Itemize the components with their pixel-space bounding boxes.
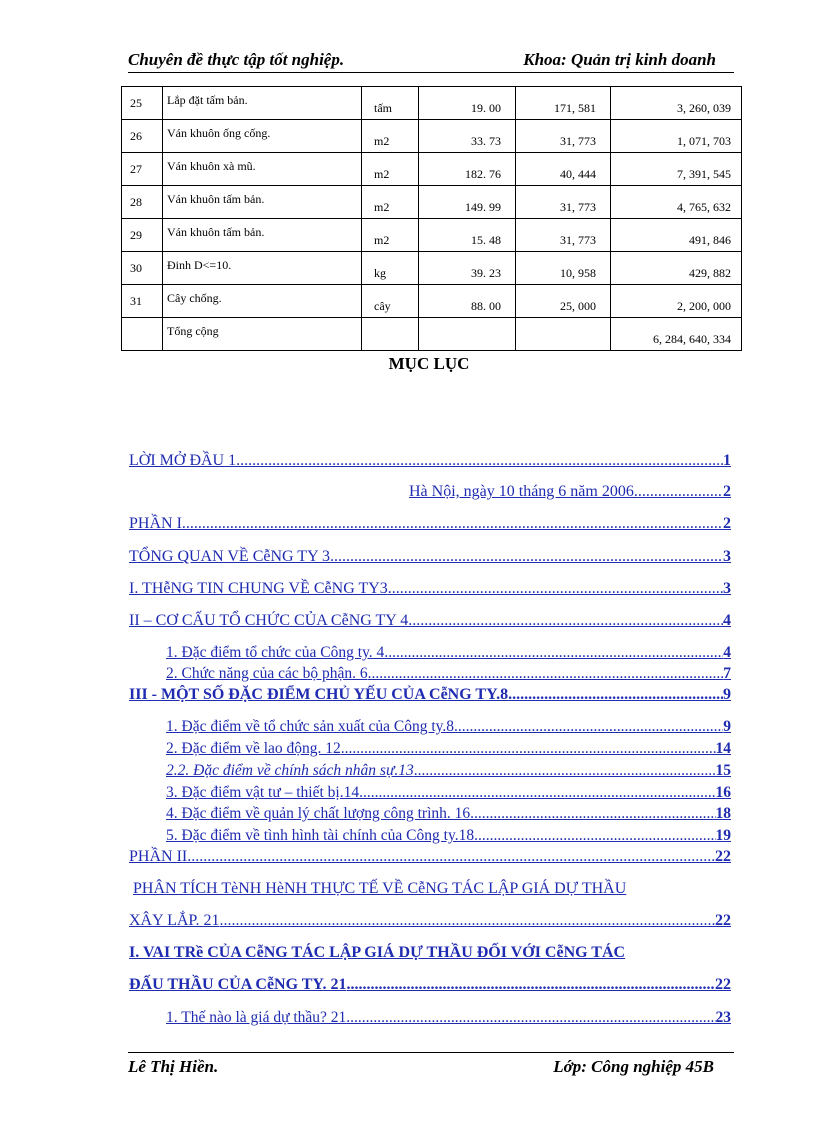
toc-entry-page: 3	[723, 548, 731, 565]
cell-price: 10, 958	[516, 252, 611, 285]
toc-entry-text: 2.2. Đặc điểm về chính sách nhân sự.13	[166, 762, 414, 779]
toc-entry-page: 9	[723, 686, 731, 703]
cell-unit: tấm	[362, 87, 419, 120]
toc-entry-text: II – CƠ CẤU TỔ CHỨC CỦA CễNG TY 4	[129, 612, 409, 629]
cell-qty: 39. 23	[419, 252, 516, 285]
cell-qty: 149. 99	[419, 186, 516, 219]
toc-entry[interactable]	[129, 483, 731, 501]
toc-entry-text: PHẦN I	[129, 515, 182, 532]
toc-entry-page: 16	[715, 784, 731, 801]
toc-entry-text: 4. Đặc điểm về quản lý chất lượng công trình. 16	[166, 805, 471, 822]
toc-entry-page: 22	[715, 848, 731, 865]
table-row	[122, 285, 742, 318]
table-row	[122, 219, 742, 252]
toc-entry-text: III - MỘT SỐ ĐẶC ĐIỂM CHỦ YẾU CỦA CễNG TY.8	[129, 686, 509, 703]
toc-entry[interactable]	[129, 912, 731, 930]
toc-entry-text: 3. Đặc điểm vật tư – thiết bị.14	[166, 784, 360, 801]
cell-price: 40, 444	[516, 153, 611, 186]
toc-entry-text: XÂY LẮP. 21	[129, 912, 220, 929]
cell-name: Cây chống.	[163, 285, 362, 318]
toc-entry-text: TỔNG QUAN VỀ CễNG TY 3	[129, 548, 331, 565]
toc-entry-page: 22	[715, 912, 731, 929]
toc-entry[interactable]	[129, 515, 731, 533]
cell-name: Ván khuôn tấm bản.	[163, 219, 362, 252]
cell-amount: 2, 200, 000	[611, 285, 742, 318]
cell-amount: 429, 882	[611, 252, 742, 285]
toc-entry-page: 19	[715, 827, 731, 844]
cell-name: Lắp đặt tấm bản.	[163, 87, 362, 120]
cell-qty: 33. 73	[419, 120, 516, 153]
cell-price: 171, 581	[516, 87, 611, 120]
toc-entry-text: PHẦN II	[129, 848, 188, 865]
cell-no: 27	[122, 153, 163, 186]
toc-entry[interactable]	[166, 665, 731, 683]
cell-name: Ván khuôn xà mũ.	[163, 153, 362, 186]
header-right: Khoa: Quản trị kinh doanh	[523, 50, 716, 69]
cell-amount: 3, 260, 039	[611, 87, 742, 120]
cell-name: Đinh D<=10.	[163, 252, 362, 285]
cell-qty	[419, 318, 516, 351]
toc-entry[interactable]	[129, 452, 731, 470]
table-row	[122, 186, 742, 219]
toc-entry[interactable]	[166, 718, 731, 736]
toc-entry-page: 9	[723, 718, 731, 735]
toc-entry-text: Hà Nội, ngày 10 tháng 6 năm 2006.	[409, 483, 638, 500]
toc-entry[interactable]	[129, 612, 731, 630]
page-footer	[128, 1052, 734, 1081]
toc-entry-page: 4	[723, 644, 731, 661]
cell-unit: m2	[362, 120, 419, 153]
toc-entry-page: 18	[715, 805, 731, 822]
toc-entry[interactable]	[166, 644, 731, 662]
cell-no: 26	[122, 120, 163, 153]
toc-entry[interactable]	[129, 976, 731, 994]
table-row	[122, 153, 742, 186]
cell-qty: 182. 76	[419, 153, 516, 186]
toc-entry-page: 23	[715, 1009, 731, 1026]
table-total-row	[122, 318, 742, 351]
toc-entry-text: 1. Đặc điểm tổ chức của Công ty. 4	[166, 644, 385, 661]
cell-price: 31, 773	[516, 219, 611, 252]
toc-entry-page: 3	[723, 580, 731, 597]
cell-unit: m2	[362, 186, 419, 219]
toc-title: MỤC LỤC	[388, 354, 470, 373]
toc-entry-page: 2	[723, 515, 731, 532]
toc-entry[interactable]	[129, 548, 731, 566]
toc-entry-text: 1. Thế nào là giá dự thầu? 21	[166, 1009, 347, 1026]
toc-entry-page: 22	[715, 976, 731, 993]
cell-unit: m2	[362, 219, 419, 252]
cell-price: 31, 773	[516, 186, 611, 219]
toc-entry[interactable]	[166, 805, 731, 823]
cell-no: 31	[122, 285, 163, 318]
table-row	[122, 87, 742, 120]
toc-entry-line[interactable]: I. VAI TRề CỦA CễNG TÁC LẬP GIÁ DỰ THẦU ĐỐI VỚI CễNG TÁC	[129, 944, 626, 961]
footer-right: Lớp: Công nghiệp 45B	[553, 1057, 714, 1076]
cell-no	[122, 318, 163, 351]
cell-no: 29	[122, 219, 163, 252]
toc-entry[interactable]	[166, 762, 731, 780]
table-row	[122, 120, 742, 153]
cell-qty: 88. 00	[419, 285, 516, 318]
cell-price: 25, 000	[516, 285, 611, 318]
cell-unit: m2	[362, 153, 419, 186]
toc-entry-page: 15	[715, 762, 731, 779]
materials-table	[121, 86, 742, 351]
toc-entry-line[interactable]: PHÂN TÍCH TèNH HèNH THỰC TẾ VỀ CễNG TÁC LẬP GIÁ DỰ THẦU	[133, 880, 627, 897]
cell-unit	[362, 318, 419, 351]
toc-entry[interactable]	[166, 740, 731, 758]
cell-unit: cây	[362, 285, 419, 318]
cell-price	[516, 318, 611, 351]
cell-name: Ván khuôn ống cống.	[163, 120, 362, 153]
cell-amount: 7, 391, 545	[611, 153, 742, 186]
toc-entry[interactable]	[129, 686, 731, 704]
header-left: Chuyên đề thực tập tốt nghiệp.	[128, 50, 345, 69]
page-header	[128, 50, 734, 73]
cell-amount: 4, 765, 632	[611, 186, 742, 219]
total-label: Tổng cộng	[163, 318, 362, 351]
toc-entry-text: 5. Đặc điểm về tình hình tài chính của Công ty.18	[166, 827, 475, 844]
toc-entry-page: 2	[723, 483, 731, 500]
cell-qty: 19. 00	[419, 87, 516, 120]
cell-no: 30	[122, 252, 163, 285]
toc-entry-text: 2. Chức năng của các bộ phận. 6	[166, 665, 368, 682]
cell-unit: kg	[362, 252, 419, 285]
table-row	[122, 252, 742, 285]
toc-entry-page: 7	[723, 665, 731, 682]
toc-entry-text: I. THễNG TIN CHUNG VỀ CễNG TY3	[129, 580, 388, 597]
cell-price: 31, 773	[516, 120, 611, 153]
toc-entry[interactable]	[166, 1009, 731, 1027]
toc-entry[interactable]	[166, 827, 731, 845]
toc-entry[interactable]	[129, 580, 731, 598]
total-amount: 6, 284, 640, 334	[611, 318, 742, 351]
toc-entry-text: 2. Đặc điểm về lao động. 12	[166, 740, 341, 757]
toc-entry-text: ĐẤU THẦU CỦA CễNG TY. 21	[129, 976, 347, 993]
toc-entry[interactable]	[166, 784, 731, 802]
toc-entry-page: 4	[723, 612, 731, 629]
cell-qty: 15. 48	[419, 219, 516, 252]
toc-entry-page: 1	[723, 452, 731, 469]
toc-entry[interactable]	[129, 848, 731, 866]
footer-left: Lê Thị Hiền.	[128, 1057, 219, 1076]
toc-entry-page: 14	[715, 740, 731, 757]
toc-entry-text: 1. Đặc điểm về tổ chức sản xuất của Công ty.8	[166, 718, 455, 735]
cell-amount: 1, 071, 703	[611, 120, 742, 153]
cell-amount: 491, 846	[611, 219, 742, 252]
cell-no: 28	[122, 186, 163, 219]
cell-name: Ván khuôn tấm bản.	[163, 186, 362, 219]
toc-entry-text: LỜI MỞ ĐẦU 1	[129, 452, 237, 469]
cell-no: 25	[122, 87, 163, 120]
